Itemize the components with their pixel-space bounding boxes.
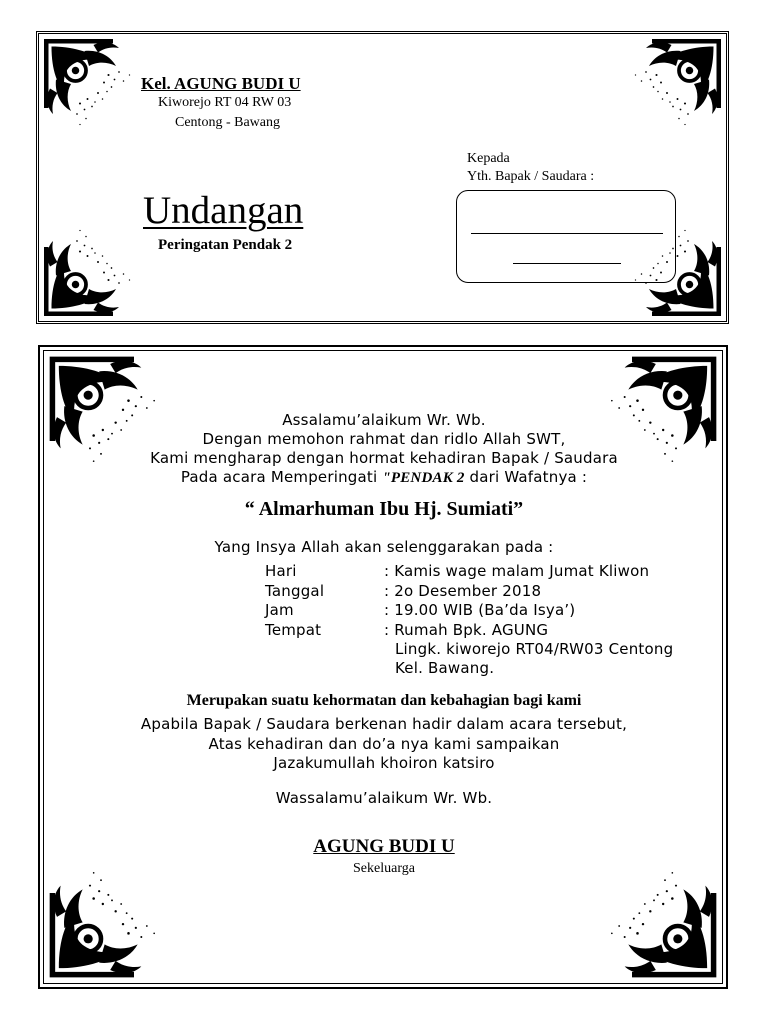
address-line-1: Lingk. kiworejo RT04/RW03 Centong <box>395 640 674 658</box>
corner-ornament-icon <box>634 36 724 126</box>
recipient-address-line <box>513 263 621 264</box>
event-prefix: Pada acara Memperingati <box>180 468 383 486</box>
closing-line-2: Atas kehadiran dan do’a nya kami sampaikan <box>208 735 560 753</box>
greeting: Assalamu’alaikum Wr. Wb. <box>282 411 486 429</box>
event-suffix: dari Wafatnya : <box>464 468 588 486</box>
sender-address-line-1: Kiworejo RT 04 RW 03 <box>158 95 292 110</box>
signature-role: Sekeluarga <box>353 861 415 876</box>
event-name: "PENDAK 2 <box>382 470 465 486</box>
invitation-subtitle: Peringatan Pendak 2 <box>158 237 293 253</box>
address-line-2: Kel. Bawang. <box>395 659 495 677</box>
to-label: Kepada <box>467 151 510 166</box>
farewell: Wassalamu’alaikum Wr. Wb. <box>275 789 493 807</box>
recipient-name-line <box>471 233 663 234</box>
honor-line: Merupakan suatu kehormatan dan kebahagian bagi kami <box>186 692 582 709</box>
invitation-title: Undangan <box>143 189 304 232</box>
sender-name: Kel. AGUNG BUDI U <box>141 74 301 93</box>
detail-value-date: : 2o Desember 2018 <box>384 582 542 600</box>
detail-label-day: Hari <box>265 562 297 580</box>
detail-label-place: Tempat <box>265 621 322 639</box>
corner-ornament-icon <box>610 871 720 981</box>
held-intro: Yang Insya Allah akan selenggarakan pada : <box>214 538 554 556</box>
detail-value-day: : Kamis wage malam Jumat Kliwon <box>384 562 650 580</box>
recipient-label: Yth. Bapak / Saudara : <box>467 169 595 184</box>
detail-value-place: : Rumah Bpk. AGUNG <box>384 621 549 639</box>
closing-line-1: Apabila Bapak / Saudara berkenan hadir dalam acara tersebut, <box>140 715 628 733</box>
closing-line-3: Jazakumullah khoiron katsiro <box>273 754 495 772</box>
corner-ornament-icon <box>41 229 131 319</box>
signature-name-text: AGUNG BUDI U <box>313 836 455 857</box>
signature-name <box>0 836 768 858</box>
deceased-name: “ Almarhuman Ibu Hj. Sumiati” <box>244 498 524 520</box>
detail-value-time: : 19.00 WIB (Ba’da Isya’) <box>384 601 576 619</box>
corner-ornament-icon <box>46 871 156 981</box>
sender-address-line-2: Centong - Bawang <box>175 115 280 130</box>
recipient-box <box>456 190 676 283</box>
corner-ornament-icon <box>41 36 131 126</box>
body-line-3 <box>0 468 768 487</box>
body-line-2: Kami mengharap dengan hormat kehadiran Bapak / Saudara <box>150 449 618 467</box>
detail-label-date: Tanggal <box>265 582 325 600</box>
detail-label-time: Jam <box>265 601 294 619</box>
body-line-1: Dengan memohon rahmat dan ridlo Allah SWT, <box>202 430 566 448</box>
